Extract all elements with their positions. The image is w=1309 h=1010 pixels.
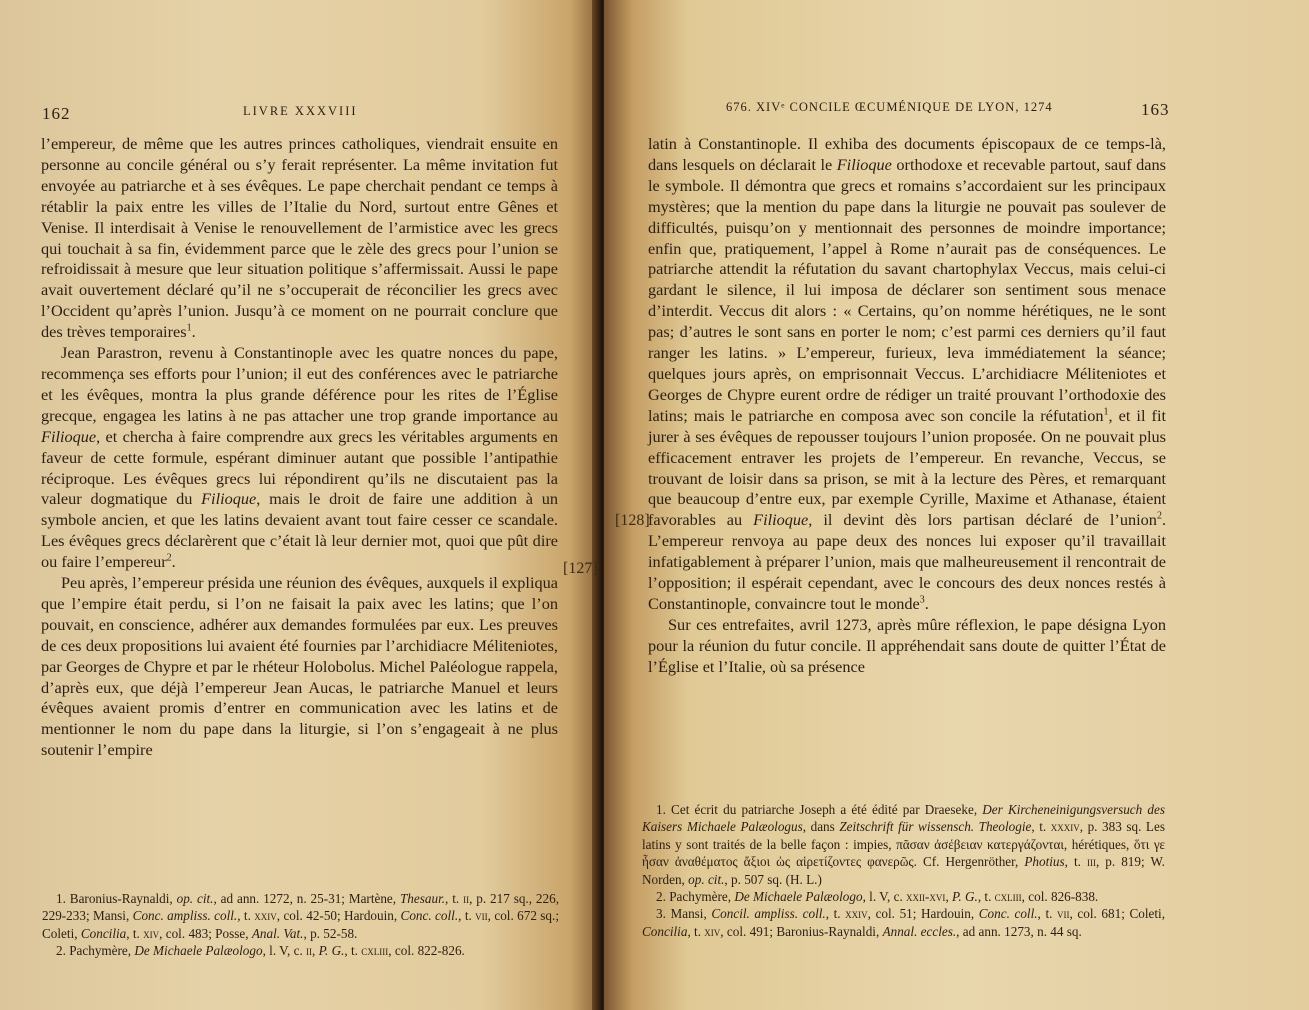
text-run: P. G. xyxy=(318,943,345,959)
text-run: , ad ann. 1273, n. 44 sq. xyxy=(956,923,1082,939)
text-run: vii xyxy=(1057,906,1070,922)
paragraph xyxy=(41,573,558,761)
text-run: cxliii xyxy=(994,889,1022,905)
right-page xyxy=(604,0,1309,1010)
text-run: , t. xyxy=(825,906,846,922)
text-run: , l. V, c. xyxy=(262,943,307,959)
text-run: Concilia xyxy=(642,923,688,939)
text-run: xiv xyxy=(143,925,160,941)
text-run: . xyxy=(924,593,929,613)
text-run: , t. xyxy=(237,908,255,924)
text-run: Anal. Vat. xyxy=(251,925,304,941)
text-run: Peu après, l’empereur présida une réunion des évêques, auxquels il expliqua que l’empire était perdu, si l’on ne faisait la paix avec les latins; que l’on pouvait, en conscience, adhérer aux demandes formulées par eux. Les preuves de ces deux propositions lui avaient été fournies par l’archidiacre Méliteniotes, par Georges de Chypre et par le rhéteur Holobolus. Michel Paléologue rappela, d’après eux, que déjà l’empereur Jean Aucas, le patriarche Manuel et leurs évêques avaient promis d’entrer en communication avec les latins et de mentionner le nom du pape dans la liturgie, si l’on s’engageait à ne plus soutenir l’empire xyxy=(41,573,558,760)
text-run: xxxiv xyxy=(1050,819,1080,835)
text-run: , et chercha à faire comprendre aux grecs les véritables arguments en faveur de cette formule, espérant diminuer autant que possible l’antipathie réciproque. Les évêques grecs lui répondirent qu’ils ne discutaient pas la valeur dogmatique du xyxy=(41,426,558,509)
text-run: , col. 491; Baronius-Raynaldi, xyxy=(720,923,883,939)
text-run: P. G. xyxy=(952,889,978,905)
text-run: l’empereur, de même que les autres princes catholiques, viendrait ensuite en personne au concile général ou s’y ferait représenter. La même invitation fut envoyée au patriarche et à ses évêques. Le pape cherchait pendant ce temps à rétablir la paix entre les villes de l’Italie du Nord, surtout entre Gênes et Venise. Il interdisait à Venise le renouvellement de l’armistice avec les grecs qui touchait à sa fin, évidemment parce que le zèle des grecs pour l’union se refroidissait à mesure que leur situation politique s’affermissait. Aussi le pape avait ouvertement déclaré qu’il ne s’occuperait de réconcilier les grecs avec l’Occident qu’après l’union. Jusqu’à ce moment on ne pourrait conclure que des trèves temporaires xyxy=(41,134,558,342)
text-run: Conc. coll. xyxy=(400,908,459,924)
text-run: Conc. coll. xyxy=(978,906,1038,922)
paragraph xyxy=(648,134,1166,615)
text-run: , col. 822-826. xyxy=(388,943,465,959)
text-run: vii xyxy=(475,908,488,924)
text-run: Filioque xyxy=(753,510,809,530)
footnote-marker[interactable]: 2 xyxy=(166,552,172,564)
running-head: 676. XIVᵉ CONCILE ŒCUMÉNIQUE DE LYON, 1274 xyxy=(726,100,1053,114)
text-run: xxiv xyxy=(254,908,277,924)
text-run: Annal. eccles. xyxy=(882,923,957,939)
text-run: Filioque xyxy=(201,489,257,509)
text-run: , t. xyxy=(126,925,144,941)
text-run: xxii-xvi xyxy=(906,889,946,905)
text-run: iii xyxy=(1086,854,1096,870)
text-run: 3. Mansi, xyxy=(656,906,712,922)
text-run: Thesaur. xyxy=(399,891,446,906)
footnotes xyxy=(642,801,1165,940)
footnotes xyxy=(42,890,559,960)
text-run: Concil. ampliss. coll. xyxy=(711,906,826,922)
text-run: De Michaele Palæologo xyxy=(734,889,863,905)
text-run: Jean Parastron, revenu à Constantinople avec les quatre nonces du pape, recommença ses efforts pour l’union; il eut des conférences avec le patriarche et les évêques, montra la plus grande déférence pour les rites de l’Église grecque, engagea les latins à ne pas attacher une trop grande importance au xyxy=(41,343,558,425)
text-run: , l. V, c. xyxy=(862,889,907,905)
text-run: , il devint dès lors partisan déclaré de l’union xyxy=(808,510,1157,530)
text-run: . xyxy=(191,322,196,342)
text-run: xiv xyxy=(704,923,721,939)
text-run: , t. xyxy=(458,908,476,924)
text-run: orthodoxe et recevable partout, sauf dans le symbole. Il démontra que grecs et romains s’accordaient sur les principaux mystères; que la mention du pape dans la liturgie ne pouvait pas soulever de difficultés, puisqu’on y mentionnait des personnes de moindre importance; enfin que, pratiquement, l’appel à Rome n’aurait pas de conséquences. Le patriarche attendit la réfutation du savant chartophylax Veccus, mais celui-ci gardant le silence, il lui imposa de déclarer son sentiment sous menace d’interdit. Veccus dit alors : « Certains, qu’on nomme hérétiques, ne le sont pas; d’autres le sont sans en porter le nom; c’est parmi ces derniers qu’il faut ranger les latins. » L’empereur, furieux, leva immédiatement la séance; quelques jours après, on emprisonnait Veccus. L’archidiacre Méliteniotes et Georges de Chypre eurent ordre de rédiger un traité prouvant l’orthodoxie des latins; mais le patriarche en composa avec son concile la réfutation xyxy=(648,154,1167,425)
text-run: , mais le droit de faire une addition à un symbole ancien, et que les latins devaient avant tout faire cesser ce scandale. Les évêques grecs déclarèrent que c’était là leur dernier mot, quoi que pût dire ou faire l’empereur xyxy=(41,489,558,572)
text-run: latin à Constantinople. Il exhiba des documents épiscopaux de ce temps-là, dans lesquels on déclarait le xyxy=(648,134,1166,174)
text-run: , t. xyxy=(977,889,995,905)
text-run: , col. 681; Coleti, xyxy=(1069,906,1165,922)
text-run: , t. xyxy=(445,891,464,906)
paragraph xyxy=(41,134,558,343)
text-run: De Michaele Palæologo xyxy=(134,943,263,959)
running-head: LIVRE XXXVIII xyxy=(243,104,358,118)
text-run: , p. 383 sq. Les latins y sont traités de la belle façon : impies, πᾶσαν ἀσέβειαν κατεργάζονται, hérétiques, ὅτι γε ἦσαν ἀναθέματος ἄξιοι ὡς αἱρετίζοντες φανερῶς. Cf. Hergenröther, xyxy=(642,819,1165,870)
text-run: cxliii xyxy=(361,943,389,959)
main-text xyxy=(648,134,1166,678)
text-run: ii xyxy=(306,943,313,959)
text-run: xxiv xyxy=(845,906,868,922)
text-run: , col. 42-50; Hardouin, xyxy=(276,908,401,924)
footnote xyxy=(42,890,559,942)
paragraph xyxy=(648,615,1166,678)
text-run: , t. xyxy=(1037,906,1058,922)
footnote-marker[interactable]: 2 xyxy=(1156,510,1162,522)
text-run: 2. Pachymère, xyxy=(656,889,735,905)
text-run: , col. 483; Posse, xyxy=(159,925,252,941)
text-run: 1. Baronius-Raynaldi, xyxy=(56,891,177,906)
footnote xyxy=(642,888,1165,905)
main-text xyxy=(41,134,558,761)
text-run: , col. 51; Hardouin, xyxy=(867,906,979,922)
text-run: op. cit. xyxy=(688,871,725,887)
text-run: , col. 672 sq.; Coleti, xyxy=(42,908,559,941)
text-run: Photius xyxy=(1024,854,1065,870)
footnote-marker[interactable]: 3 xyxy=(919,594,925,606)
text-run: , t. xyxy=(1031,819,1051,835)
left-page xyxy=(0,0,600,1010)
text-run: , xyxy=(312,943,319,959)
text-run: , et il fit jurer à ses évêques de repousser toujours l’union proposée. On ne pouvait plus efficacement entraver les projets de l’empereur. En revanche, Veccus, se trouvant de loisir dans sa prison, se mit à la lecture des Pères, et remarquant que beaucoup d’entre eux, par exemple Cyrille, Maxime et Athanase, étaient favorables au xyxy=(648,405,1166,530)
text-run: Zeitschrift für wissensch. Theologie xyxy=(839,819,1032,835)
margin-reference: [127] xyxy=(563,560,598,577)
text-run: , t. xyxy=(1064,854,1087,870)
text-run: Concilia xyxy=(80,925,127,941)
text-run: Der Kircheneinigungsversuch des Kaisers Michaele Palæologus xyxy=(642,802,1165,835)
text-run: Sur ces entrefaites, avril 1273, après mûre réflexion, le pape désigna Lyon pour la réunion du futur concile. Il appréhendait sans doute de quitter l’État de l’Église et l’Italie, où sa présence xyxy=(648,614,1166,676)
page-number: 162 xyxy=(42,104,71,123)
text-run: . xyxy=(171,552,176,572)
text-run: , xyxy=(945,889,953,905)
text-run: , ad ann. 1272, n. 25-31; Martène, xyxy=(213,891,400,906)
text-run: , dans xyxy=(802,819,840,835)
footnote xyxy=(642,801,1165,888)
text-run: , p. 217 sq., 226, 229-233; Mansi, xyxy=(42,891,559,924)
footnote-marker[interactable]: 1 xyxy=(186,322,192,334)
paragraph xyxy=(41,343,558,573)
text-run: . L’empereur renvoya au pape deux des nonces lui exposer qu’il travaillait infatigablement à préparer l’union, mais que malheureusement il rencontrait de l’opposition; il espérait cependant, avec le concours des deux nonces restés à Constantinople, convaincre tout le monde xyxy=(648,510,1167,613)
page-number: 163 xyxy=(1141,100,1170,119)
text-run: , t. xyxy=(344,943,362,959)
text-run: , t. xyxy=(687,923,705,939)
footnote xyxy=(42,942,559,959)
text-run: ii xyxy=(463,891,470,906)
text-run: , p. 819; W. Norden, xyxy=(642,854,1165,887)
text-run: 1. Cet écrit du patriarche Joseph a été édité par Draeseke, xyxy=(656,802,983,817)
text-run: op. cit. xyxy=(176,891,214,906)
footnote-marker[interactable]: 1 xyxy=(1103,406,1109,418)
footnote xyxy=(642,905,1165,940)
text-run: Conc. ampliss. coll. xyxy=(132,908,238,924)
text-run: , p. 507 sq. (H. L.) xyxy=(724,871,822,887)
text-run: Filioque xyxy=(836,154,892,174)
text-run: 2. Pachymère, xyxy=(56,943,135,959)
margin-reference: [128] xyxy=(615,512,650,529)
text-run: , p. 52-58. xyxy=(303,925,358,941)
text-run: Filioque xyxy=(41,426,97,446)
text-run: , col. 826-838. xyxy=(1021,889,1099,905)
